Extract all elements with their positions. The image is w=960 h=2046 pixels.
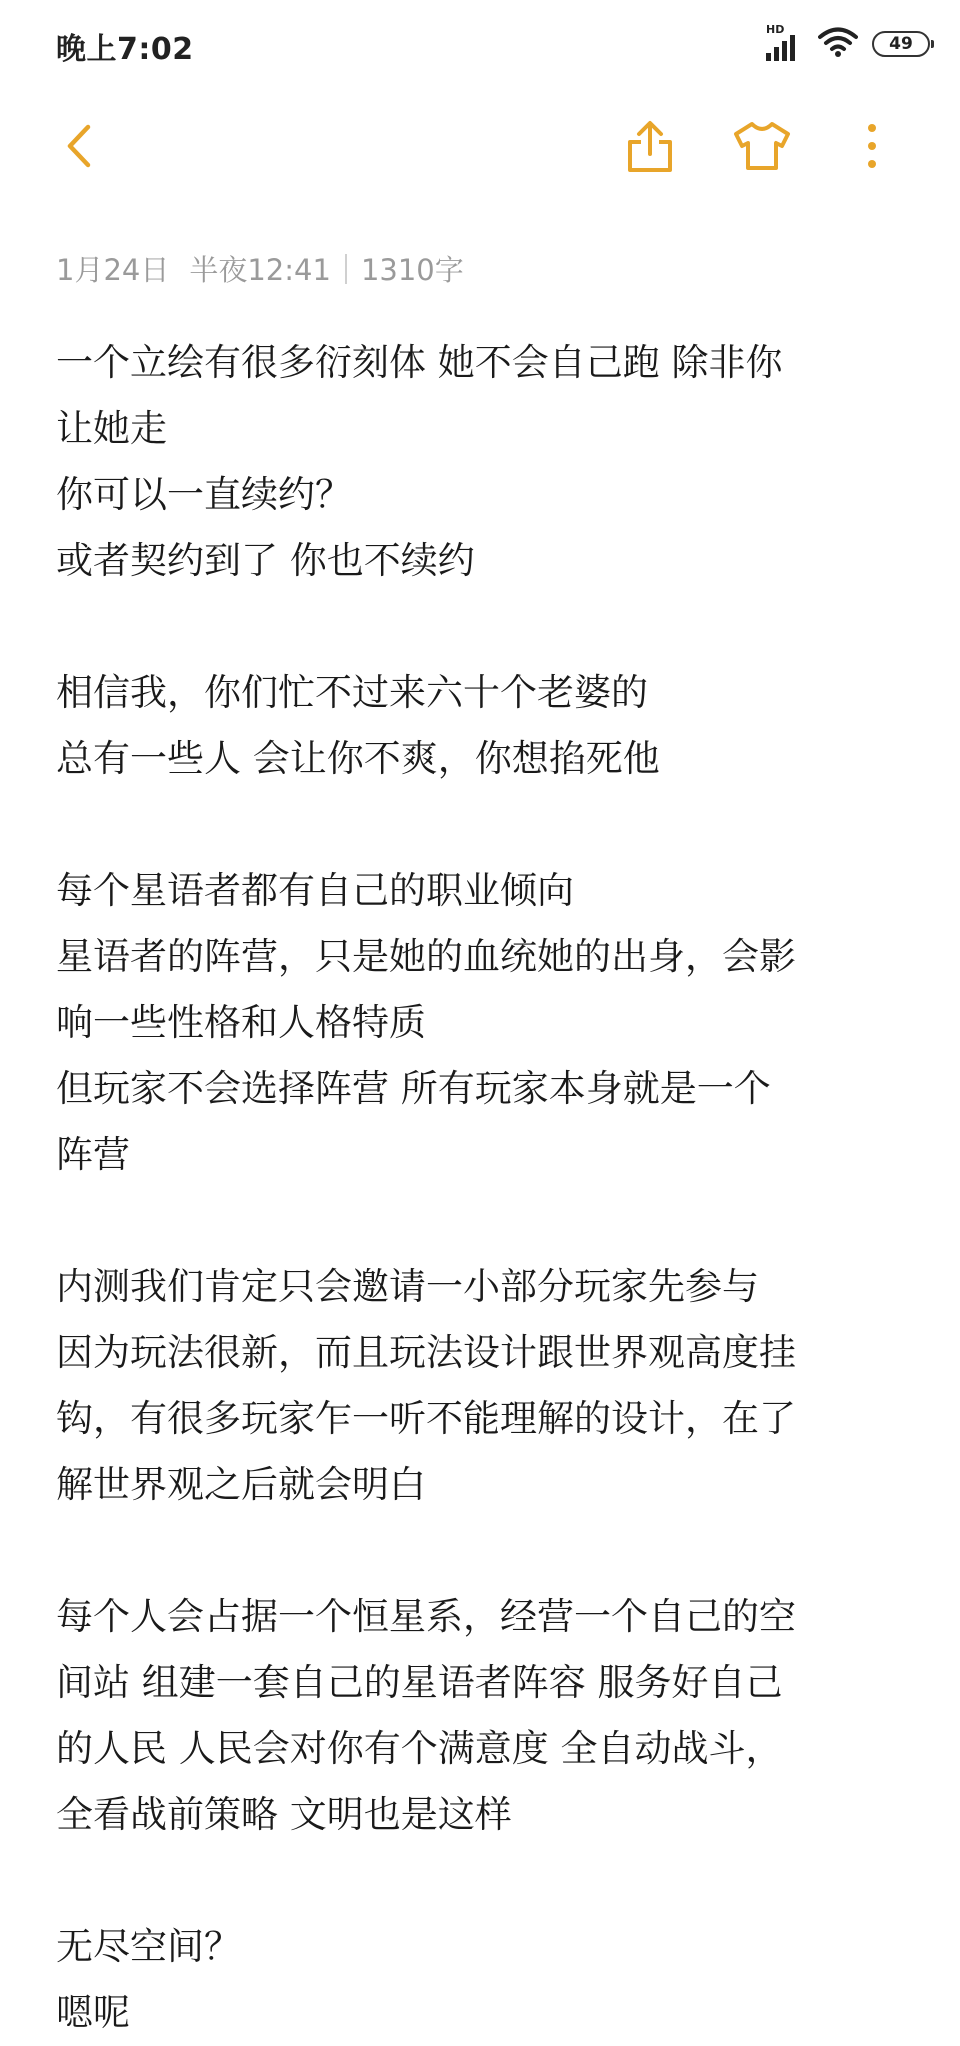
note-toolbar <box>0 100 960 190</box>
more-vertical-icon <box>862 121 882 171</box>
blank-line <box>56 792 916 858</box>
blank-line <box>56 1848 916 1914</box>
note-line: 但玩家不会选择阵营 所有玩家本身就是一个 <box>56 1067 771 1110</box>
wifi-icon <box>818 26 858 62</box>
note-line: 解世界观之后就会明白 <box>56 1463 426 1506</box>
note-body[interactable] <box>56 330 916 2046</box>
note-meta <box>56 248 464 289</box>
back-button[interactable] <box>50 116 110 176</box>
meta-divider <box>345 254 347 284</box>
note-line: 一个立绘有很多衍刻体 她不会自己跑 除非你 <box>56 341 783 384</box>
note-line: 每个人会占据一个恒星系，经营一个自己的空 <box>56 1595 796 1638</box>
blank-line <box>56 1518 916 1584</box>
note-line: 相信我，你们忙不过来六十个老婆的 <box>56 671 648 714</box>
more-button[interactable] <box>842 116 902 176</box>
chevron-left-icon <box>60 121 100 171</box>
note-line: 星语者的阵营，只是她的血统她的出身，会影 <box>56 935 796 978</box>
tshirt-icon <box>732 120 792 172</box>
blank-line <box>56 1188 916 1254</box>
note-date: 1月24日 <box>56 253 170 287</box>
share-icon <box>624 118 676 174</box>
note-line: 的人民 人民会对你有个满意度 全自动战斗， <box>56 1727 783 1770</box>
note-line: 内测我们肯定只会邀请一小部分玩家先参与 <box>56 1265 759 1308</box>
status-time: 晚上7:02 <box>56 32 194 67</box>
note-line: 总有一些人 会让你不爽，你想掐死他 <box>56 737 660 780</box>
note-line: 间站 组建一套自己的星语者阵容 服务好自己 <box>56 1661 783 1704</box>
battery-indicator <box>872 31 930 57</box>
note-line: 因为玩法很新，而且玩法设计跟世界观高度挂 <box>56 1331 796 1374</box>
share-button[interactable] <box>620 116 680 176</box>
status-bar <box>0 0 960 90</box>
note-line: 每个星语者都有自己的职业倾向 <box>56 869 574 912</box>
note-line: 嗯呢 <box>56 1991 130 2034</box>
battery-level: 49 <box>889 34 913 54</box>
note-line: 响一些性格和人格特质 <box>56 1001 426 1044</box>
note-time: 半夜12:41 <box>189 253 331 287</box>
word-count: 1310字 <box>360 253 464 287</box>
blank-line <box>56 594 916 660</box>
status-icons <box>764 22 930 66</box>
signal-bars-icon <box>764 23 804 61</box>
theme-button[interactable] <box>732 116 792 176</box>
note-line: 你可以一直续约？ <box>56 473 352 516</box>
note-line: 阵营 <box>56 1133 130 1176</box>
note-line: 全看战前策略 文明也是这样 <box>56 1793 512 1836</box>
note-line: 无尽空间？ <box>56 1925 241 1968</box>
note-line: 或者契约到了 你也不续约 <box>56 539 475 582</box>
note-line: 让她走 <box>56 407 167 450</box>
network-label: HD <box>766 23 785 36</box>
note-line: 钩，有很多玩家乍一听不能理解的设计，在了 <box>56 1397 796 1440</box>
